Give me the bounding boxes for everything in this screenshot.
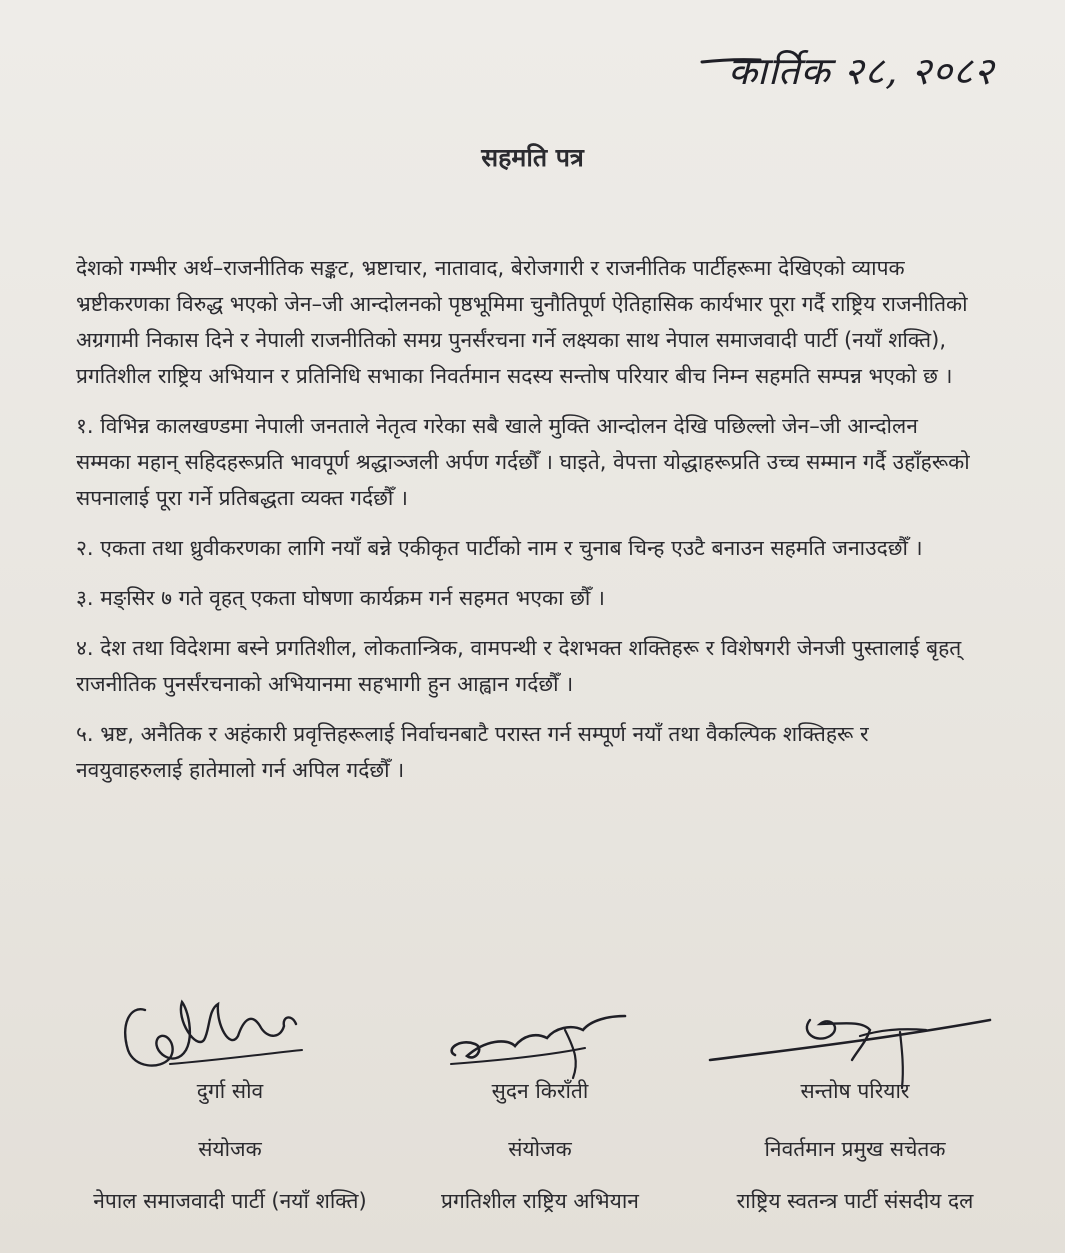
handwritten-date	[700, 40, 1055, 110]
signatory-3	[690, 980, 1020, 1216]
point-item: ४. देश तथा विदेशमा बस्ने प्रगतिशील, लोकतान्त्रिक, वामपन्थी र देशभक्त शक्तिहरू र विशेषगरी जेनजी पुस्तालाई बृहत् राजनीतिक पुनर्संरचनाको अभियानमा सहभागी हुन आह्वान गर्दछौँ ।	[76, 636, 962, 696]
signatory-role: संयोजक	[508, 1137, 572, 1161]
signatory-name: सन्तोष परियार	[800, 1079, 910, 1103]
signatory-name: सुदन किराँती	[491, 1079, 589, 1103]
signatory-organization: प्रगतिशील राष्ट्रिय अभियान	[441, 1189, 639, 1213]
date-text: कार्तिक २८, २०८२	[728, 49, 995, 93]
point-item: ५. भ्रष्ट, अनैतिक र अहंकारी प्रवृत्तिहरूलाई निर्वाचनबाटै परास्त गर्न सम्पूर्ण नयाँ तथा वैकल्पिक शक्तिहरू र नवयुवाहरुलाई हातेमालो गर्न अपिल गर्दछौँ ।	[76, 722, 869, 782]
intro-paragraph: देशको गम्भीर अर्थ–राजनीतिक सङ्कट, भ्रष्टाचार, नातावाद, बेरोजगारी र राजनीतिक पार्टीहरूमा देखिएको व्यापक भ्रष्टीकरणका विरुद्ध भएको जेन–जी आन्दोलनको पृष्ठभूमिमा चुनौतिपूर्ण ऐतिहासिक कार्यभार पूरा गर्दै राष्ट्रिय राजनीतिको अग्रगामी निकास दिने र नेपाली राजनीतिको समग्र पुनर्संरचना गर्ने लक्ष्यका साथ नेपाल समाजवादी पार्टी (नयाँ शक्ति), प्रगतिशील राष्ट्रिय अभियान र प्रतिनिधि सभाका निवर्तमान सदस्य सन्तोष परियार बीच निम्न सहमति सम्पन्न भएको छ ।	[76, 256, 968, 388]
signature-mark	[690, 980, 1020, 1090]
signatory-role: संयोजक	[198, 1137, 262, 1161]
signatory-organization: नेपाल समाजवादी पार्टी (नयाँ शक्ति)	[93, 1189, 367, 1213]
point-item: २. एकता तथा ध्रुवीकरणका लागि नयाँ बन्ने एकीकृत पार्टीको नाम र चुनाब चिन्ह एउटै बनाउन सहमति जनाउदछौँ ।	[76, 536, 923, 560]
signatory-organization: राष्ट्रिय स्वतन्त्र पार्टी संसदीय दल	[736, 1189, 974, 1213]
point-item: १. विभिन्न कालखण्डमा नेपाली जनताले नेतृत्व गरेका सबै खाले मुक्ति आन्दोलन देखि पछिल्लो जेन–जी आन्दोलन सम्मका महान् सहिदहरूप्रति भावपूर्ण श्रद्धाञ्जली अर्पण गर्दछौँ । घाइते, वेपत्ता योद्धाहरूप्रति उच्च सम्मान गर्दै उहाँहरूको सपनालाई पूरा गर्ने प्रतिबद्धता व्यक्त गर्दछौँ ।	[76, 414, 970, 510]
handwritten-signature-3	[690, 980, 1020, 1090]
handwritten-signature-2	[415, 980, 665, 1090]
signature-mark	[70, 980, 390, 1090]
signatory-2	[415, 980, 665, 1216]
signatory-role: निवर्तमान प्रमुख सचेतक	[764, 1137, 946, 1161]
handwritten-signature-1	[70, 980, 390, 1090]
page-title: सहमति पत्र	[481, 143, 584, 172]
signatory-1	[70, 980, 390, 1216]
signatory-name: दुर्गा सोव	[196, 1079, 264, 1103]
point-item: ३. मङ्सिर ७ गते वृहत् एकता घोषणा कार्यक्रम गर्न सहमत भएका छौँ ।	[76, 586, 605, 610]
signature-block	[0, 980, 1065, 1240]
agreement-body	[76, 250, 976, 802]
signature-mark	[415, 980, 665, 1090]
